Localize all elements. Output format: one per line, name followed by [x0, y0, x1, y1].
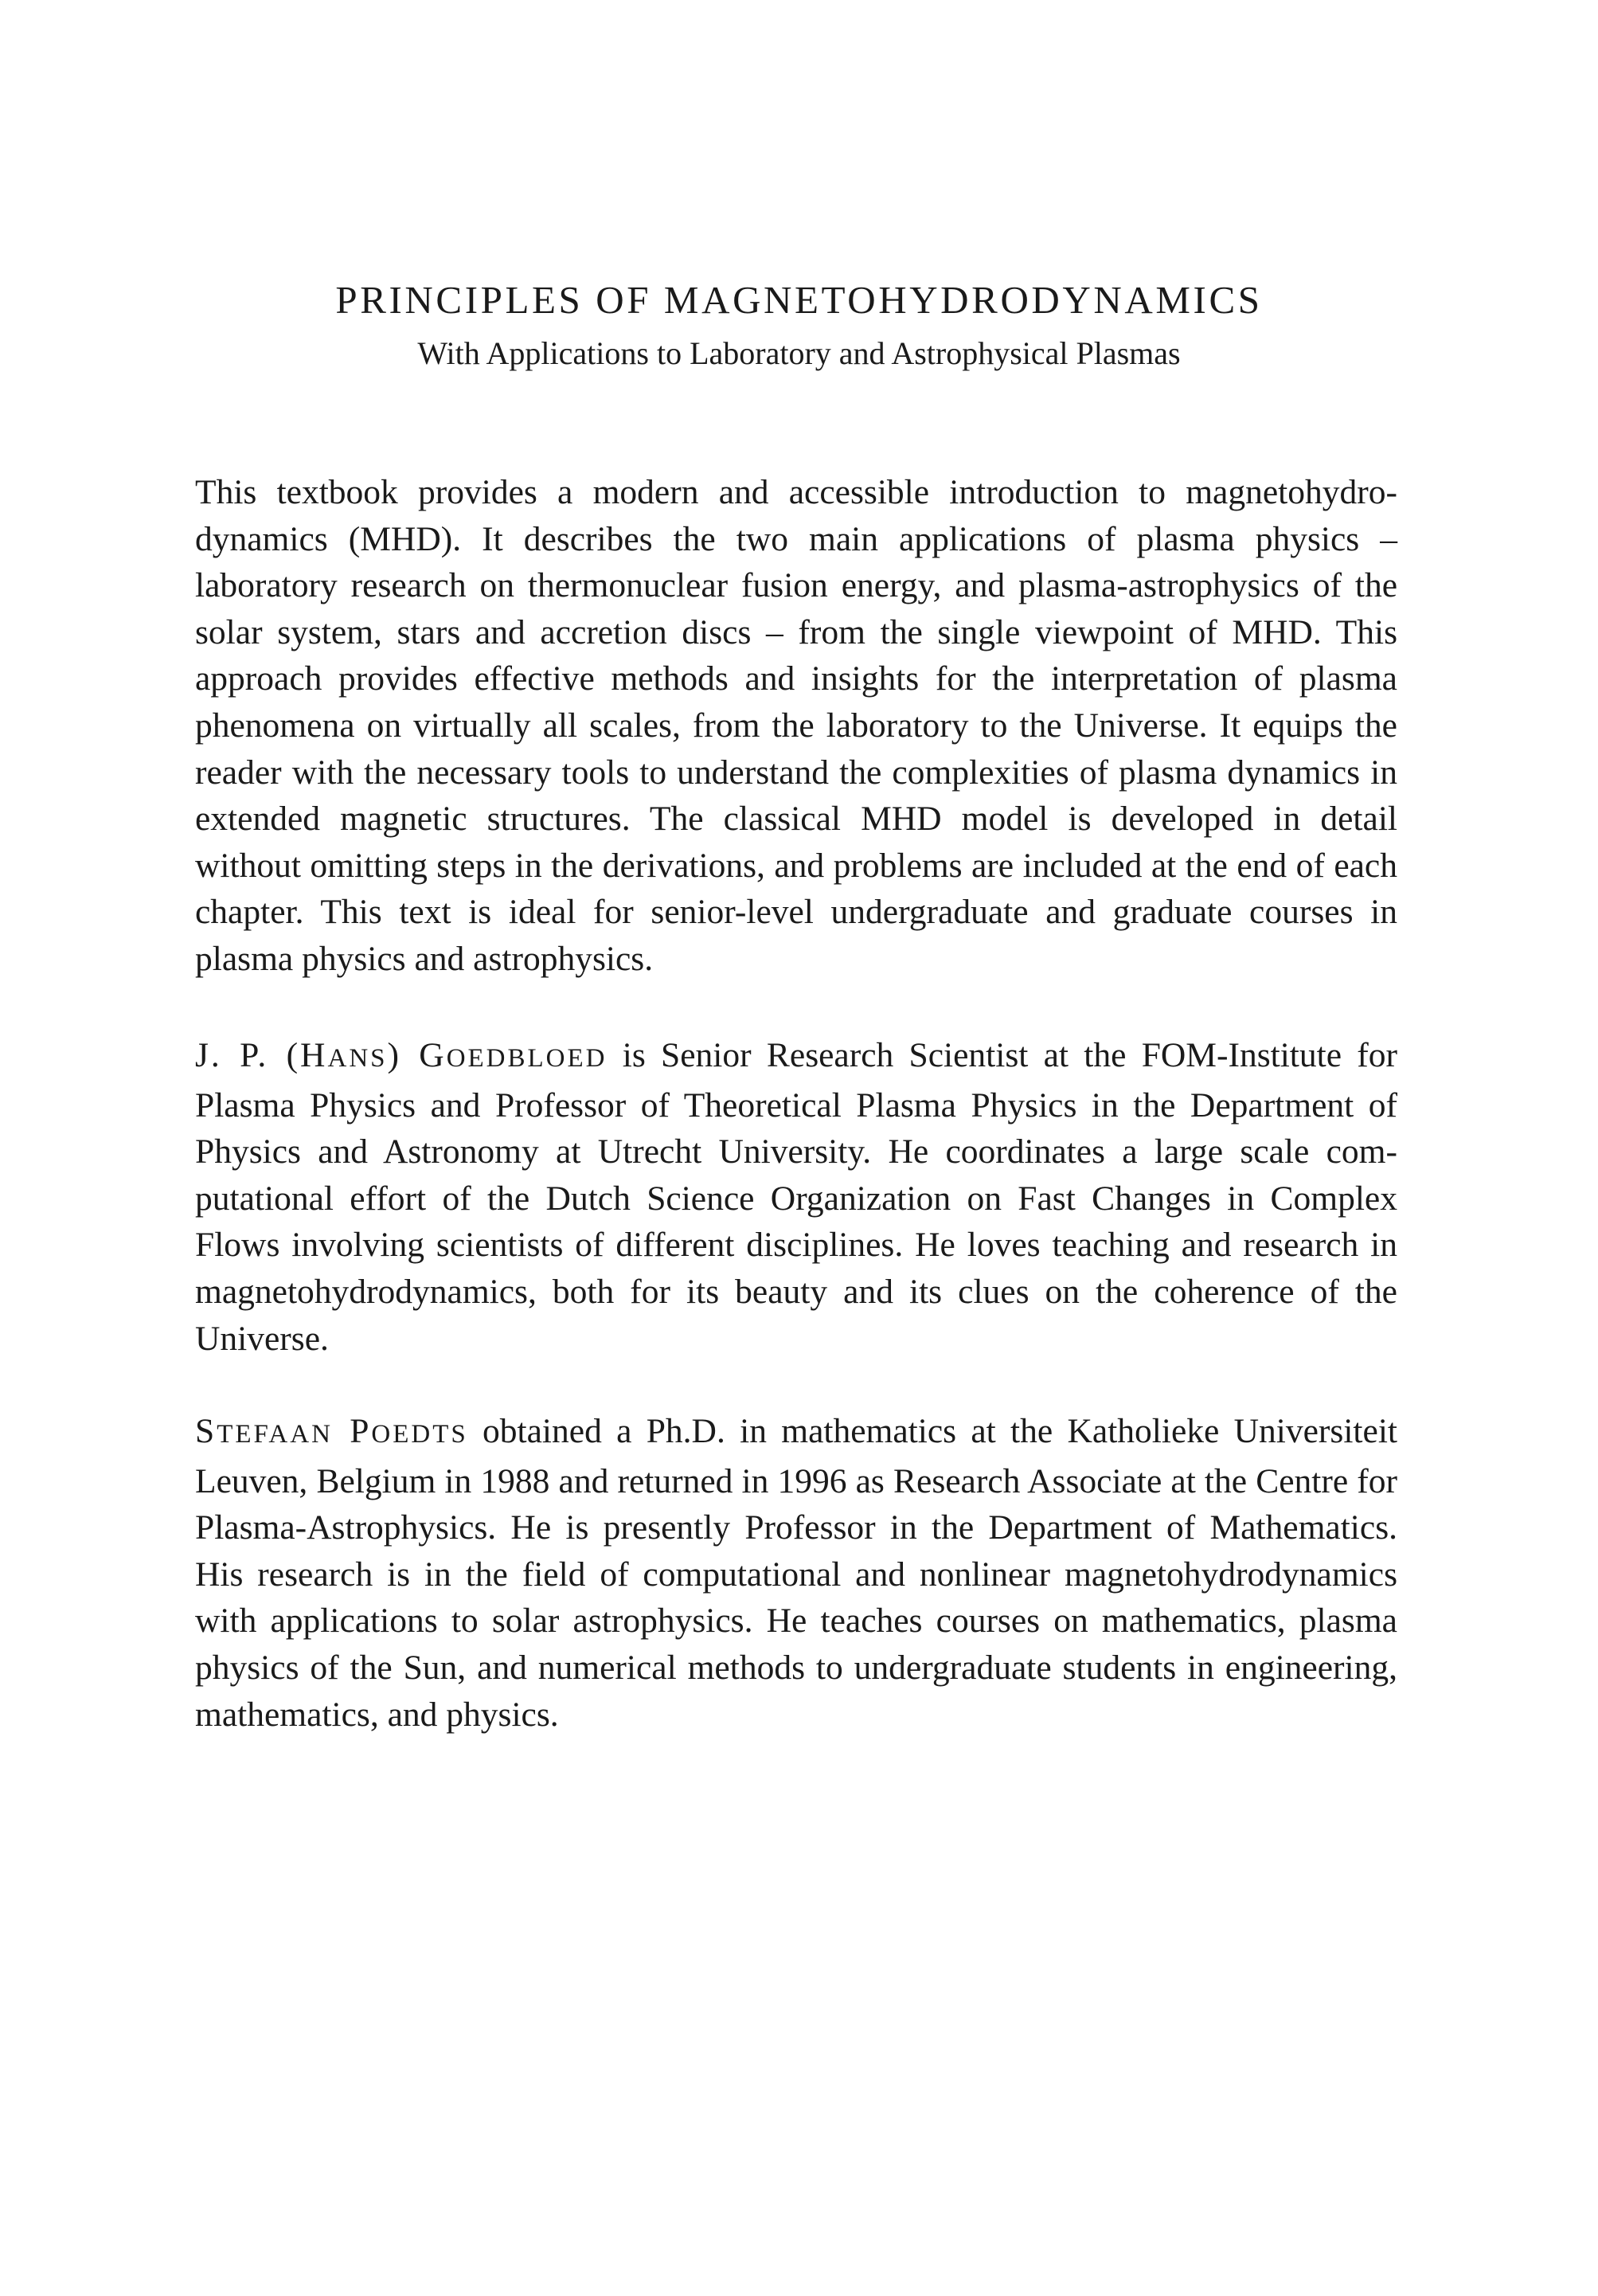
author-name-goedbloed: J. P. (HANS) GOEDBLOED — [195, 1036, 608, 1074]
author-bio-text-poedts: obtained a Ph.D. in mathematics at the Katholieke Universiteit Leuven, Belgium in 1988 and returned in 1996 as Research Associate at the Centre for Plasma-Astrophysics. He is presently Professor in the Department of Mathematics. His research is in the field of computational and nonlinear magnetohydrodynamics with applications to solar astrophysics. He teaches courses on mathematics, plasma physics of the Sun, and numerical methods to undergraduate students in engineering, mathematics, and physics. — [195, 1412, 1397, 1734]
author-bio-goedbloed — [195, 1032, 1397, 1362]
author-bio-text-goedbloed: is Senior Research Scientist at the FOM-Institute for Plasma Physics and Professor of Theoretical Plasma Physics in the Department of Physics and Astronomy at Utrecht University. He coordinates a large scale computational effort of the Dutch Science Organization on Fast Changes in Complex Flows involving scientists of different disciplines. He loves teaching and research in magnetohydrodynamics, both for its beauty and its clues on the coherence of the Universe. — [195, 1036, 1398, 1358]
book-title: PRINCIPLES OF MAGNETOHYDRODYNAMICS — [335, 278, 1263, 322]
author-name-poedts: STEFAAN POEDTS — [195, 1412, 468, 1450]
book-subtitle: With Applications to Laboratory and Astrophysical Plasmas — [417, 335, 1181, 371]
book-description: This textbook provides a modern and accessible introduction to magnetohydrodynamics (MHD). It describes the two main applications of plasma physics – laboratory research on thermonuclear fusion energy, and plasma-astrophysics of the solar system, stars and accretion discs – from the single viewpoint of MHD. This approach provides effective methods and insights for the interpretation of plasma phenomena on virtually all scales, from the laboratory to the Universe. It equips the reader with the necessary tools to understand the complexities of plasma dynamics in extended magnetic structures. The classical MHD model is developed in detail without omitting steps in the derivations, and problems are included at the end of each chapter. This text is ideal for senior-level undergraduate and graduate courses in plasma physics and astrophysics. — [195, 473, 1397, 978]
author-bio-poedts — [195, 1408, 1397, 1738]
